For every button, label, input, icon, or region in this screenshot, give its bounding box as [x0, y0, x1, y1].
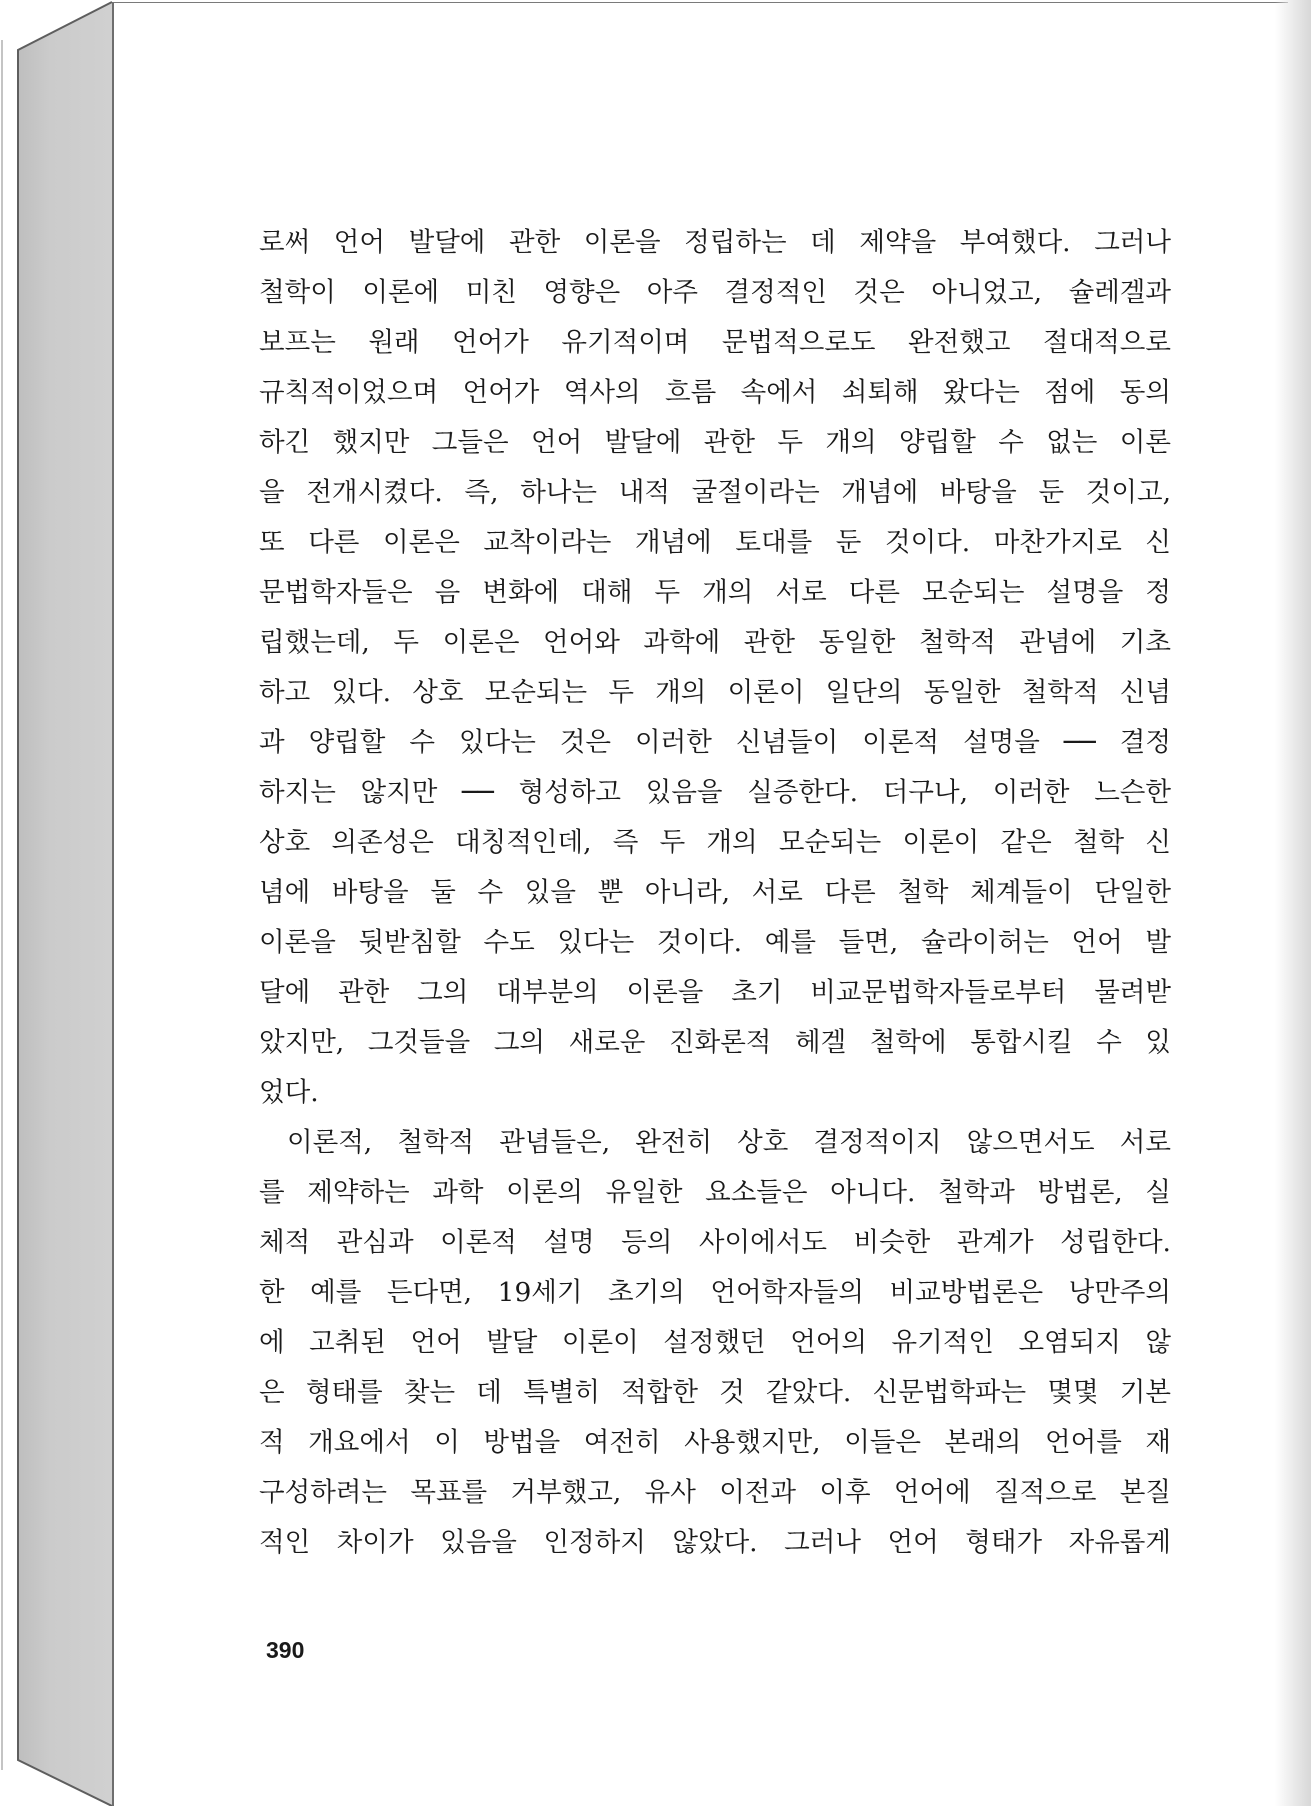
text-line: 하긴 했지만 그들은 언어 발달에 관한 두 개의 양립할 수 없는 이론	[259, 427, 1171, 458]
body-text	[259, 218, 1171, 1568]
text-line: 하고 있다. 상호 모순되는 두 개의 이론이 일단의 동일한 철학적 신념	[259, 677, 1171, 708]
page-number: 390	[266, 1637, 305, 1663]
text-line: 를 제약하는 과학 이론의 유일한 요소들은 아니다. 철학과 방법론, 실	[259, 1177, 1171, 1208]
text-line: 한 예를 든다면, 19세기 초기의 언어학자들의 비교방법론은 낭만주의	[259, 1277, 1171, 1308]
text-line: 립했는데, 두 이론은 언어와 과학에 관한 동일한 철학적 관념에 기초	[259, 627, 1171, 658]
text-line: 었다.	[259, 1077, 319, 1108]
text-line: 철학이 이론에 미친 영향은 아주 결정적인 것은 아니었고, 슐레겔과	[259, 277, 1171, 308]
text-line: 적 개요에서 이 방법을 여전히 사용했지만, 이들은 본래의 언어를 재	[259, 1427, 1171, 1458]
text-line: 로써 언어 발달에 관한 이론을 정립하는 데 제약을 부여했다. 그러나	[259, 227, 1171, 258]
book-spine	[0, 0, 112, 1806]
text-line: 규칙적이었으며 언어가 역사의 흐름 속에서 쇠퇴해 왔다는 점에 동의	[259, 377, 1171, 408]
text-line: 이론적, 철학적 관념들은, 완전히 상호 결정적이지 않으면서도 서로	[287, 1127, 1171, 1158]
text-line: 았지만, 그것들을 그의 새로운 진화론적 헤겔 철학에 통합시킬 수 있	[259, 1027, 1171, 1058]
text-line: 또 다른 이론은 교착이라는 개념에 토대를 둔 것이다. 마찬가지로 신	[259, 527, 1171, 558]
text-line: 체적 관심과 이론적 설명 등의 사이에서도 비슷한 관계가 성립한다.	[259, 1227, 1171, 1258]
text-line: 구성하려는 목표를 거부했고, 유사 이전과 이후 언어에 질적으로 본질	[259, 1477, 1171, 1508]
text-line: 달에 관한 그의 대부분의 이론을 초기 비교문법학자들로부터 물려받	[259, 977, 1171, 1008]
text-line: 에 고취된 언어 발달 이론이 설정했던 언어의 유기적인 오염되지 않	[259, 1327, 1171, 1358]
text-line: 과 양립할 수 있다는 것은 이러한 신념들이 이론적 설명을 ── 결정	[259, 727, 1171, 758]
text-line: 보프는 원래 언어가 유기적이며 문법적으로도 완전했고 절대적으로	[259, 327, 1171, 358]
text-line: 문법학자들은 음 변화에 대해 두 개의 서로 다른 모순되는 설명을 정	[259, 577, 1171, 608]
text-line: 이론을 뒷받침할 수도 있다는 것이다. 예를 들면, 슐라이허는 언어 발	[259, 927, 1171, 958]
text-line: 상호 의존성은 대칭적인데, 즉 두 개의 모순되는 이론이 같은 철학 신	[259, 827, 1171, 858]
page-edge-shadow	[1275, 0, 1311, 1806]
text-line: 적인 차이가 있음을 인정하지 않았다. 그러나 언어 형태가 자유롭게	[259, 1527, 1171, 1558]
text-line: 을 전개시켰다. 즉, 하나는 내적 굴절이라는 개념에 바탕을 둔 것이고,	[259, 477, 1171, 508]
text-line: 념에 바탕을 둘 수 있을 뿐 아니라, 서로 다른 철학 체계들이 단일한	[259, 877, 1171, 908]
text-line: 하지는 않지만 ── 형성하고 있음을 실증한다. 더구나, 이러한 느슨한	[259, 777, 1171, 808]
text-line: 은 형태를 찾는 데 특별히 적합한 것 같았다. 신문법학파는 몇몇 기본	[259, 1377, 1171, 1408]
